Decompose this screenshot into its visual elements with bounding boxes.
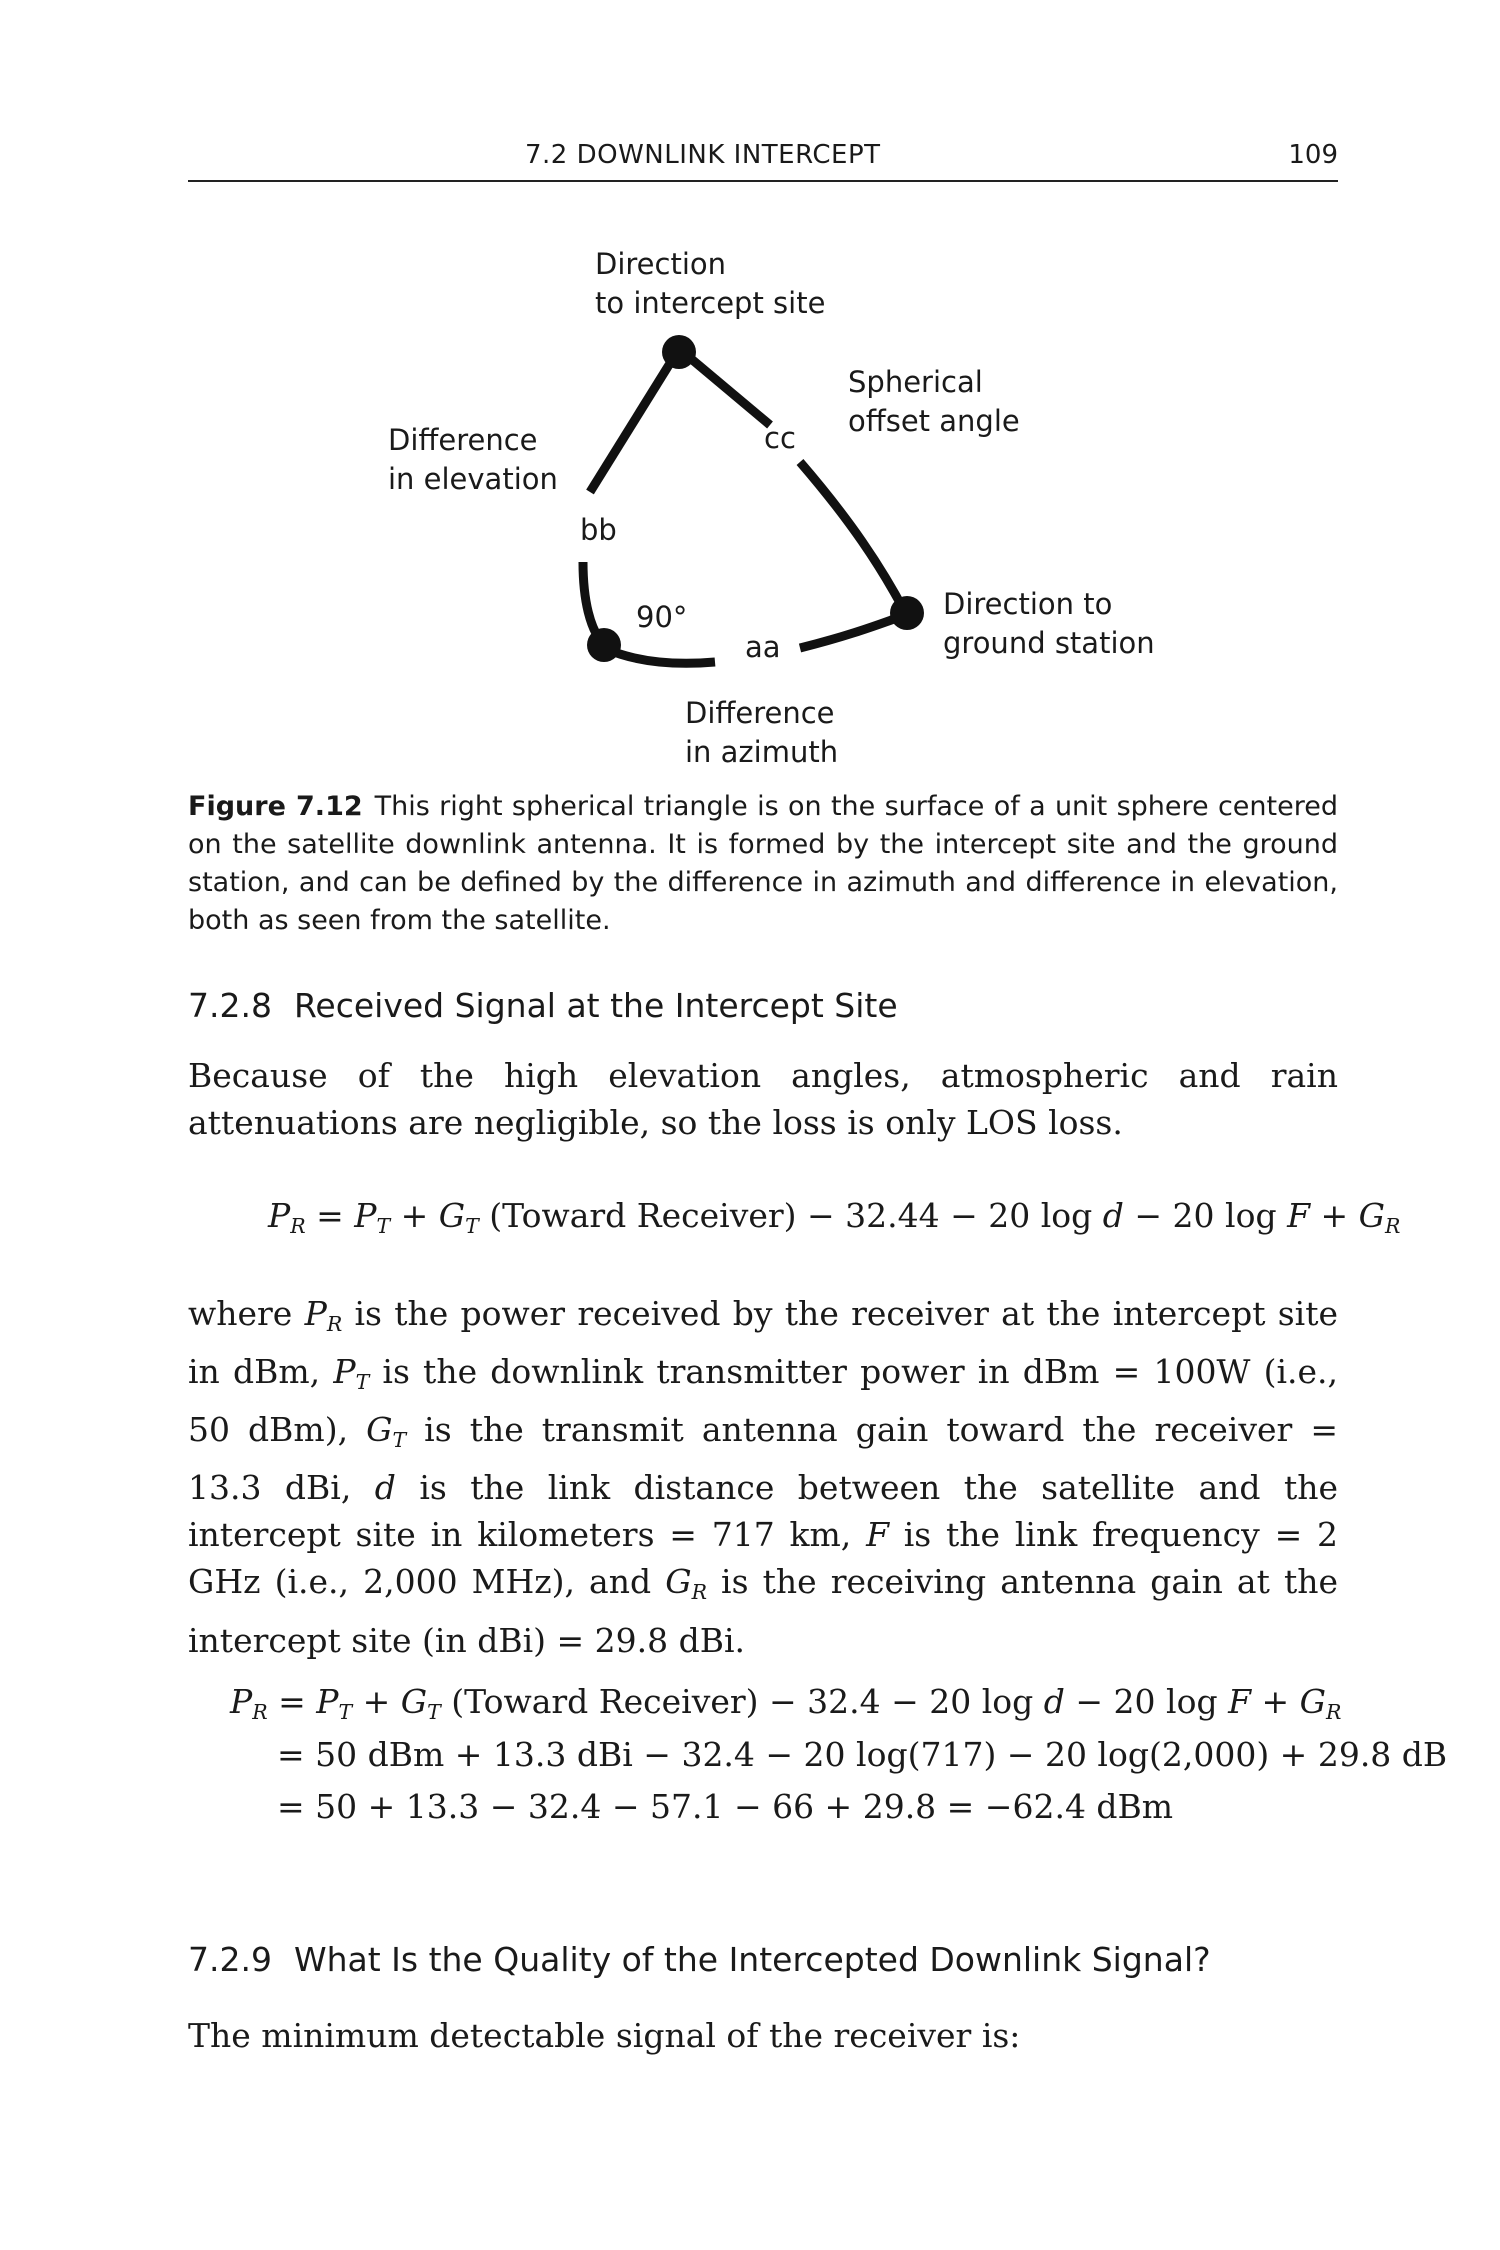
label-top-line1: Direction: [595, 247, 727, 281]
label-ground-line1: Direction to: [943, 587, 1113, 621]
figure-caption: [188, 788, 1338, 940]
defs-text: is the link distance between the satellite and the intercept site in kilometers = 717 km,: [188, 1468, 1339, 1555]
defs-text: is the power received by the receiver at the intercept site in dBm,: [188, 1294, 1338, 1392]
elevation-arc: [590, 352, 677, 492]
equation-line-1: $P_R = P_T + G_T$ (Toward Receiver) − 32.4 − 20 log d − 20 $\log F + G_R$: [230, 1682, 1342, 1725]
eq1-rest: (Toward Receiver) − 32.44 − 20 log: [478, 1196, 1103, 1235]
label-bb: bb: [580, 513, 617, 547]
equation-line-3: = 50 + 13.3 − 32.4 − 57.1 − 66 + 29.8 = −62.4 dBm: [277, 1787, 1174, 1826]
defs-text: where: [188, 1294, 305, 1333]
page-number: 109: [1288, 140, 1338, 170]
section-heading-7-2-9: [188, 1940, 1211, 1979]
intercept-site-vertex: [662, 335, 696, 369]
offset-arc-lower: [800, 462, 905, 612]
section-number: 7.2.8: [188, 986, 272, 1025]
section-number: 7.2.9: [188, 1940, 272, 1979]
section-title: What Is the Quality of the Intercepted Downlink Signal?: [293, 1940, 1211, 1979]
defs-text: is the transmit antenna gain toward the receiver = 13.3 dBi,: [188, 1410, 1338, 1508]
label-elev-line2: in elevation: [388, 462, 558, 496]
paragraph-definitions: where $P_R$ is the power received by the receiver at the intercept site in dBm, $P_T$ is the downlink transmitter power in dBm = 100W (i.e., 50 dBm), $G_T$ is the transmit antenna gain toward the receiver = 13.3 dBi, d is the link distance between the satellite and the intercept site in kilometers = 717 km, F is the link frequency = 2 GHz (i.e., 2,000 MHz), and $G_R$ is the receiving antenna gain at the intercept site (in dBi) = 29.8 dBi.: [188, 1294, 1339, 1660]
caption-label: Figure 7.12: [188, 791, 363, 822]
header-title: 7.2 DOWNLINK INTERCEPT: [525, 140, 881, 170]
defs-text: is the link frequency = 2 GHz (i.e., 2,000 MHz), and: [188, 1515, 1339, 1602]
spherical-triangle-diagram: [0, 0, 1500, 780]
eq2-line1-rest: (Toward Receiver) − 32.4 − 20 log: [440, 1682, 1044, 1721]
equation-received-power: $P_R = P_T + G_T$ (Toward Receiver) − 32.44 − 20 log d − 20 $\log F + G_R$: [268, 1196, 1401, 1239]
label-elev-line1: Difference: [388, 423, 538, 457]
azimuth-arc-left: [604, 648, 715, 663]
defs-text: is the receiving antenna gain at the intercept site (in dBi) = 29.8 dBi.: [188, 1562, 1338, 1660]
ground-station-vertex: [890, 596, 924, 630]
paragraph-los-loss: Because of the high elevation angles, atmospheric and rain attenuations are negligible, so the loss is only LOS loss.: [188, 1056, 1338, 1142]
section-title: Received Signal at the Intercept Site: [293, 986, 898, 1025]
label-cc: cc: [764, 421, 796, 455]
label-aa: aa: [745, 630, 781, 664]
label-azim-line1: Difference: [685, 696, 835, 730]
eq2-line1-tail: − 20 log: [1064, 1682, 1229, 1721]
label-right-angle: 90°: [636, 600, 688, 634]
equation-line-2: = 50 dBm + 13.3 dBi − 32.4 − 20 log(717) − 20 log(2,000) + 29.8 dB: [277, 1735, 1448, 1774]
defs-text: is the downlink transmitter power in dBm = 100W (i.e., 50 dBm),: [188, 1352, 1338, 1450]
label-ground-line2: ground station: [943, 626, 1155, 660]
label-spherical-line2: offset angle: [848, 404, 1020, 438]
right-angle-vertex: [587, 628, 621, 662]
eq1-tail: − 20 log: [1123, 1196, 1288, 1235]
azimuth-arc-right: [800, 615, 905, 648]
caption-text: This right spherical triangle is on the surface of a unit sphere centered on the satellite downlink antenna. It is formed by the intercept site and the ground station, and can be defined by the difference in azimuth and difference in elevation, both as seen from the satellite.: [188, 791, 1338, 936]
offset-arc-upper: [683, 352, 770, 425]
section-heading-7-2-8: [188, 986, 898, 1025]
label-azim-line2: in azimuth: [685, 735, 839, 769]
label-spherical-line1: Spherical: [848, 365, 983, 399]
paragraph-minimum-signal: The minimum detectable signal of the receiver is:: [188, 2016, 1021, 2055]
label-top-line2: to intercept site: [595, 286, 826, 320]
